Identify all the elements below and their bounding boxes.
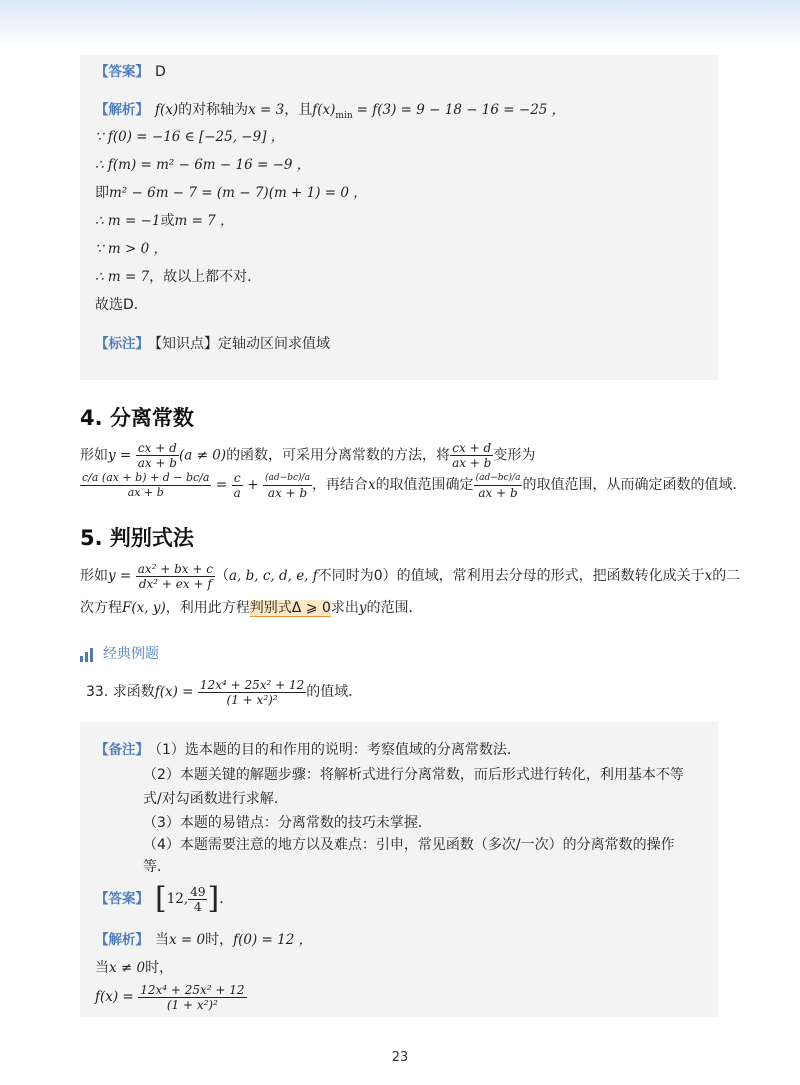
- text: 求出: [330, 600, 359, 616]
- frac-num: 12x⁴ + 25x² + 12: [140, 982, 245, 997]
- math: f(x) =: [154, 684, 194, 700]
- text: 次方程: [80, 600, 122, 616]
- text: 的范围．: [366, 600, 423, 616]
- analysis-line-5: [95, 211, 234, 231]
- text: 的对称轴为: [178, 102, 249, 118]
- question-number: 33.: [86, 684, 109, 700]
- sec4-para-1: [80, 441, 535, 470]
- frac-den: (1 + x²)²: [226, 692, 278, 707]
- answer-line: [95, 62, 166, 82]
- remark-line-1: [95, 740, 521, 760]
- frac-num: cx + d: [136, 441, 179, 456]
- math: x = 3: [248, 102, 285, 118]
- frac-num: (ad−bc)/a: [263, 471, 312, 486]
- text: ，故以上都不对．: [149, 269, 262, 285]
- frac-num: ax² + bx + c: [137, 561, 213, 576]
- fraction: [198, 678, 306, 707]
- remark-line-4b: [143, 857, 171, 877]
- math: m² − 6m − 7 = (m − 7)(m + 1) = 0 ，: [109, 185, 367, 201]
- example-header: [80, 643, 159, 663]
- frac-den: ax + b: [127, 485, 164, 499]
- section-4-title: 4. 分离常数: [80, 406, 194, 430]
- sec5-para-1: [80, 560, 740, 592]
- text: 的取值范围确定: [375, 477, 474, 493]
- math: f(x): [155, 102, 179, 118]
- answer-value: D: [155, 64, 166, 80]
- fraction: [474, 471, 523, 500]
- text: 式/对勾函数进行求解.: [143, 791, 279, 807]
- page-number: 23: [391, 1050, 409, 1065]
- math-sub: min: [335, 110, 353, 121]
- analysis2-line-1: [95, 930, 312, 950]
- analysis-line-1: [95, 100, 565, 126]
- fraction: [136, 441, 179, 470]
- math: = f(3) = 9 − 18 − 16 = −25 ，: [356, 102, 566, 118]
- analysis-tag: 【解析】: [95, 102, 149, 118]
- remark-line-4: [143, 835, 675, 855]
- fraction: [232, 471, 243, 500]
- text: 时，: [145, 960, 174, 976]
- text: （: [214, 568, 229, 584]
- text: 的值域．: [306, 684, 363, 700]
- math: f(x) =: [95, 989, 134, 1005]
- question-33: [86, 676, 362, 708]
- text: （2）本题关键的解题步骤：将解析式进行分离常数，而后形式进行转化，利用基本不等: [143, 767, 684, 783]
- math: =: [215, 477, 228, 493]
- left-bracket: [: [155, 881, 167, 916]
- text: 时，: [205, 932, 234, 948]
- math: ∵ m > 0 ，: [95, 241, 167, 257]
- math: a, b, c, d, e, f: [228, 568, 318, 584]
- bar-chart-icon: [80, 646, 95, 662]
- frac-num: (ad−bc)/a: [474, 471, 523, 486]
- section-5-title: 5. 判别式法: [80, 526, 194, 550]
- math: y =: [108, 447, 132, 464]
- analysis-line-3: [95, 155, 310, 175]
- fraction: [263, 471, 312, 500]
- fraction: [188, 885, 207, 914]
- frac-den: 4: [194, 899, 202, 914]
- frac-den: ax + b: [267, 485, 308, 500]
- math: ∴ f(m) = m² − 6m − 16 = −9 ，: [95, 157, 311, 173]
- text: 等．: [143, 859, 171, 875]
- math: x ≠ 0: [109, 960, 146, 976]
- analysis-line-8: [95, 295, 148, 315]
- text: ，且: [284, 102, 313, 118]
- frac-den: ax + b: [478, 485, 518, 500]
- frac-den: ax + b: [452, 456, 492, 470]
- frac-num: c/a (ax + b) + d − bc/a: [82, 470, 210, 484]
- math: ∵ f(0) = −16 ∈ [−25, −9] ，: [95, 129, 285, 145]
- analysis2-line-3: [95, 980, 247, 1014]
- text: 变形为: [493, 447, 536, 464]
- frac-den: a: [233, 485, 241, 500]
- analysis2-line-2: [95, 958, 173, 978]
- text: （1）选本题的目的和作用的说明：考察值域的分离常数法．: [155, 742, 521, 758]
- text: 即: [95, 185, 109, 201]
- text: 求函数: [112, 684, 155, 700]
- text: 或: [160, 213, 175, 229]
- sec5-para-2: [80, 598, 423, 618]
- example-header-label: 经典例题: [103, 646, 159, 662]
- frac-num: 49: [190, 884, 206, 899]
- math: 12,: [166, 891, 189, 907]
- text: 故选D．: [95, 297, 148, 313]
- remark-line-2b: [143, 789, 278, 809]
- remark-line-2: [143, 765, 684, 785]
- frac-num: 12x⁴ + 25x² + 12: [199, 677, 305, 692]
- text: ，利用此方程: [165, 600, 250, 616]
- math: y =: [108, 568, 132, 584]
- text: ．: [219, 891, 234, 907]
- text: 当: [95, 960, 109, 976]
- text: （4）本题需要注意的地方以及难点：引申，常见函数（多次/一次）的分离常数的操作: [143, 837, 675, 853]
- math: x = 0: [169, 932, 206, 948]
- frac-den: (1 + x²)²: [166, 997, 218, 1012]
- fraction: [450, 441, 493, 470]
- math: y: [358, 600, 367, 616]
- text: （3）本题的易错点：分离常数的技巧未掌握．: [143, 815, 432, 831]
- math: F(x, y): [122, 600, 166, 616]
- remark-line-3: [143, 813, 432, 833]
- right-bracket: ]: [207, 881, 220, 916]
- math: x: [704, 568, 713, 584]
- text: ，再结合: [311, 477, 368, 493]
- math: ∴ m = −1: [95, 213, 161, 229]
- analysis-line-7: [95, 267, 261, 287]
- fraction: [138, 983, 246, 1012]
- analysis-line-4: [95, 183, 367, 203]
- sec4-para-2: [80, 470, 746, 500]
- frac-den: ax + b: [137, 456, 177, 470]
- text: 形如: [80, 568, 108, 584]
- text: 不同时为0）的值域，常利用去分母的形式，把函数转化成关于: [317, 568, 705, 584]
- answer-line-2: [95, 882, 233, 916]
- note-text: 【知识点】定轴动区间求值域: [155, 336, 330, 352]
- answer-tag: 【答案】: [95, 891, 149, 907]
- frac-num: c: [232, 471, 243, 486]
- header-band: [0, 0, 800, 48]
- note-tag: 【标注】: [95, 336, 149, 352]
- text: 形如: [80, 447, 108, 464]
- fraction: [136, 562, 215, 591]
- text: 的取值范围，从而确定函数的值域．: [522, 477, 747, 493]
- answer-tag: 【答案】: [95, 64, 149, 80]
- fraction: [80, 471, 211, 500]
- text: 当: [155, 932, 169, 948]
- highlighted-term: 判别式Δ ⩾ 0: [249, 600, 331, 616]
- analysis-line-2: [95, 127, 284, 147]
- math: f(0) = 12 ，: [233, 932, 313, 948]
- math: +: [247, 477, 259, 493]
- remark-tag: 【备注】: [95, 742, 149, 758]
- analysis-line-6: [95, 239, 167, 259]
- math: m = 7 ，: [174, 213, 234, 229]
- text: 的函数，可采用分离常数的方法，将: [226, 447, 451, 464]
- text: 的二: [712, 568, 741, 584]
- math: f(x): [312, 102, 336, 118]
- frac-den: dx² + ex + f: [138, 576, 212, 591]
- math: (a ≠ 0): [178, 447, 227, 464]
- math: x: [367, 477, 376, 493]
- note-line: [95, 334, 330, 354]
- math: ∴ m = 7: [95, 269, 150, 285]
- analysis-tag: 【解析】: [95, 932, 149, 948]
- frac-num: cx + d: [450, 441, 493, 456]
